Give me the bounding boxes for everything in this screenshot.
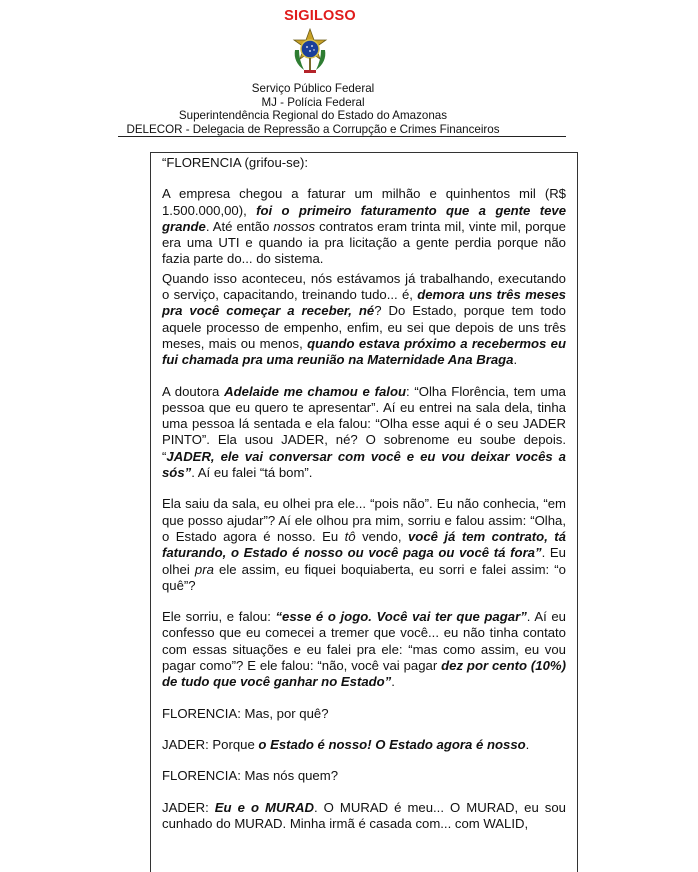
classification-label: SIGILOSO [284, 8, 356, 24]
header-line-2: MJ - Polícia Federal [261, 95, 365, 109]
transcript-title: “FLORENCIA (grifou-se): [162, 155, 309, 170]
paragraph-3: A doutora Adelaide me chamou e falou: “Olha Florência, tem uma pessoa que eu quero te apresentar”. Aí eu entrei na sala dela, tinha uma pessoa lá sentada e ela falou: “Olha esse aqui é o seu JADER PINTO”. Ela usou JADER, né? O sobrenome eu soube depois. “JADER, ele vai conversar com você e eu vou deixar vocês a sós”. Aí eu falei “tá bom”. [162, 383, 566, 481]
brasao-republica-icon [290, 28, 330, 76]
header-line-3: Superintendência Regional do Estado do Amazonas [178, 109, 448, 123]
paragraph-2: Quando isso aconteceu, nós estávamos já trabalhando, executando o serviço, capacitando, treinando tudo... é, demora uns três meses pra você começar a receber, né? Do Estado, porque tem todo aquele processo de empenho, enfim, eu sei que depois de uns três meses, mais ou menos, quando estava próximo a recebermos eu fui chamada pra uma reunião na Maternidade Ana Braga. [162, 270, 566, 368]
paragraph-5: Ele sorriu, e falou: “esse é o jogo. Você vai ter que pagar”. Aí eu confesso que eu comecei a tremer que você... eu não tinha contato com essas situações e eu falei pra ele: “mas como assim, eu vou pagar como”? E ele falou: “não, você vai pagar dez por cento (10%) de tudo que você ganhar no Estado”. [162, 609, 566, 690]
header-line-4: DELECOR - Delegacia de Repressão a Corrupção e Crimes Financeiros [126, 122, 500, 136]
paragraph-1: A empresa chegou a faturar um milhão e quinhentos mil (R$ 1.500.000,00), foi o primeiro faturamento que a gente teve grande. Até então nossos contratos eram trinta mil, vinte mil, porque era uma UTI e quando ia pra licitação a gente perdia porque não fazia parte do... do sistema. [162, 186, 566, 267]
header-line-1: Serviço Público Federal [251, 82, 375, 95]
paragraph-7: JADER: Porque o Estado é nosso! O Estado agora é nosso. [162, 736, 530, 752]
paragraph-4: Ela saiu da sala, eu olhei pra ele... “pois não”. Eu não conhecia, “em que posso ajudar”? Aí ele olhou pra mim, sorriu e falou assim: “Olha, o Estado agora é nosso. Eu tô vendo, você já tem contrato, tá faturando, o Estado é nosso ou você paga ou você tá fora”. Eu olhei pra ele assim, eu fiquei boquiaberta, eu sorri e falei assim: “o quê”? [162, 496, 566, 593]
paragraph-6: FLORENCIA: Mas, por quê? [162, 705, 329, 721]
document-header [0, 82, 626, 136]
paragraph-9: JADER: Eu e o MURAD. O MURAD é meu... O MURAD, eu sou cunhado do MURAD. Minha irmã é casada com... com WALID, [162, 799, 566, 831]
transcript-content [162, 155, 566, 832]
paragraph-8: FLORENCIA: Mas nós quem? [162, 768, 338, 784]
header-divider [118, 136, 566, 137]
